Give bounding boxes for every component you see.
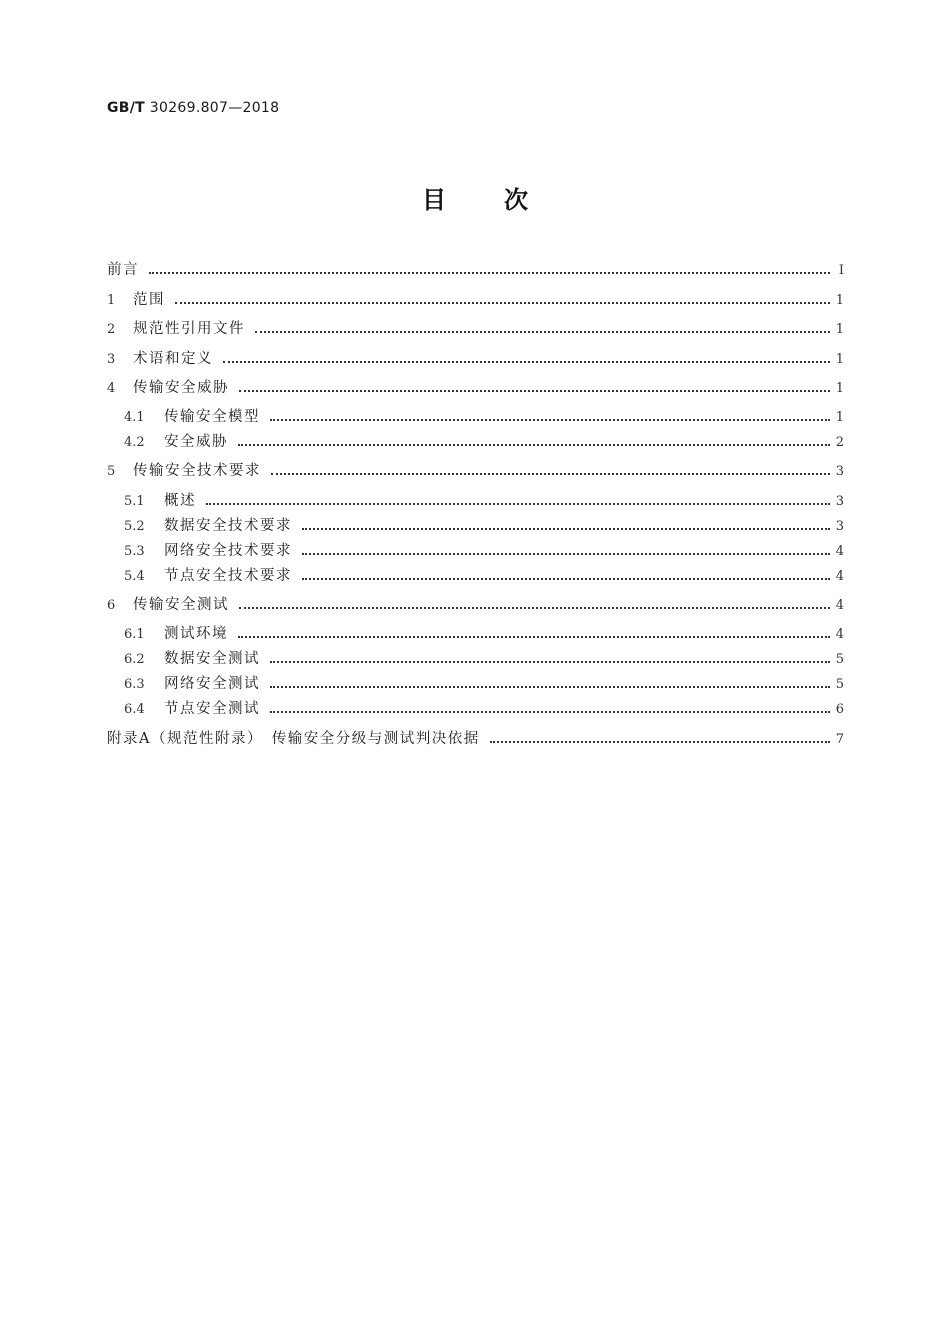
toc-entry-number: 5 bbox=[107, 464, 116, 479]
toc-entry-number: 5.2 bbox=[124, 519, 145, 534]
toc-leader-dots bbox=[238, 636, 830, 638]
toc-leader-dots bbox=[302, 553, 830, 555]
toc-entry-5[interactable] bbox=[107, 459, 844, 483]
toc-entry-5-2[interactable] bbox=[124, 514, 844, 538]
toc-leader-dots bbox=[270, 686, 830, 688]
toc-leader-dots bbox=[270, 419, 830, 421]
toc-entry-number: 5.3 bbox=[124, 544, 145, 559]
toc-entry-label: 规范性引用文件 bbox=[133, 321, 245, 337]
toc-entry-1[interactable] bbox=[107, 288, 844, 312]
toc-entry-label: 传输安全模型 bbox=[164, 409, 260, 425]
toc-leader-dots bbox=[302, 578, 830, 580]
toc-entry-label: 传输安全威胁 bbox=[133, 380, 229, 396]
toc-entry-label: 传输安全技术要求 bbox=[133, 463, 261, 479]
toc-entry-number: 6.1 bbox=[124, 627, 145, 642]
toc-page-number: 2 bbox=[835, 435, 844, 450]
toc-leader-dots bbox=[270, 661, 830, 663]
toc-leader-dots bbox=[239, 607, 830, 609]
standard-code-prefix: GB/T bbox=[107, 100, 146, 116]
toc-page-number: 6 bbox=[835, 702, 844, 717]
toc-entry-label: 附录A（规范性附录） 传输安全分级与测试判决依据 bbox=[107, 731, 480, 747]
toc-page-number: 1 bbox=[835, 293, 844, 308]
toc-entry-number: 5.1 bbox=[124, 494, 145, 509]
toc-entry-number: 2 bbox=[107, 322, 116, 337]
toc-leader-dots bbox=[255, 331, 830, 333]
toc-leader-dots bbox=[206, 503, 830, 505]
toc-entry-label: 数据安全技术要求 bbox=[164, 518, 292, 534]
toc-entry-number: 6.3 bbox=[124, 677, 145, 692]
toc-page-number: 1 bbox=[835, 352, 844, 367]
toc-leader-dots bbox=[239, 390, 830, 392]
toc-page-number: 3 bbox=[835, 464, 844, 479]
toc-page-number: 1 bbox=[835, 381, 844, 396]
toc-entry-label: 术语和定义 bbox=[133, 351, 213, 367]
standard-code-number: 30269.807—2018 bbox=[145, 100, 280, 116]
toc-entry-number: 6.4 bbox=[124, 702, 145, 717]
toc-entry-4-1[interactable] bbox=[124, 405, 844, 429]
toc-entry-label: 节点安全技术要求 bbox=[164, 568, 292, 584]
toc-entry-5-1[interactable] bbox=[124, 489, 844, 513]
toc-entry-foreword[interactable] bbox=[107, 258, 844, 282]
toc-entry-2[interactable] bbox=[107, 317, 844, 341]
toc-page-number: 5 bbox=[835, 677, 844, 692]
toc-entry-5-4[interactable] bbox=[124, 564, 844, 588]
toc-entry-label: 概述 bbox=[164, 493, 196, 509]
toc-page-number: 4 bbox=[835, 569, 844, 584]
toc-title-char-2: 次 bbox=[504, 186, 528, 214]
toc-entry-4-2[interactable] bbox=[124, 430, 844, 454]
toc-leader-dots bbox=[271, 473, 830, 475]
toc-entry-label: 节点安全测试 bbox=[164, 701, 260, 717]
toc-entry-6-2[interactable] bbox=[124, 647, 844, 671]
toc-entry-label: 网络安全技术要求 bbox=[164, 543, 292, 559]
toc-entry-number: 4.1 bbox=[124, 410, 145, 425]
toc-entry-number: 6.2 bbox=[124, 652, 145, 667]
toc-entry-number: 4.2 bbox=[124, 435, 145, 450]
toc-entry-label: 前言 bbox=[107, 262, 139, 278]
toc-page-number: 1 bbox=[835, 322, 844, 337]
toc-entry-5-3[interactable] bbox=[124, 539, 844, 563]
toc-leader-dots bbox=[149, 272, 830, 274]
toc-leader-dots bbox=[302, 528, 830, 530]
toc-page-number: 3 bbox=[835, 519, 844, 534]
toc-leader-dots bbox=[238, 444, 830, 446]
toc-page-number: 4 bbox=[835, 544, 844, 559]
toc-entry-number: 1 bbox=[107, 293, 116, 308]
toc-page-number: 4 bbox=[835, 627, 844, 642]
toc-page-number: 5 bbox=[835, 652, 844, 667]
toc-entry-6-3[interactable] bbox=[124, 672, 844, 696]
toc-page-number: 3 bbox=[835, 494, 844, 509]
toc-entry-number: 3 bbox=[107, 352, 116, 367]
toc-entry-label: 测试环境 bbox=[164, 626, 228, 642]
toc-leader-dots bbox=[175, 302, 830, 304]
toc-entry-number: 4 bbox=[107, 381, 116, 396]
toc-entry-label: 数据安全测试 bbox=[164, 651, 260, 667]
toc-leader-dots bbox=[490, 741, 830, 743]
toc-title bbox=[0, 180, 950, 215]
toc-leader-dots bbox=[223, 361, 830, 363]
toc-title-char-1: 目 bbox=[422, 186, 446, 214]
toc-entry-3[interactable] bbox=[107, 347, 844, 371]
toc-entry-label: 安全威胁 bbox=[164, 434, 228, 450]
toc-leader-dots bbox=[270, 711, 830, 713]
toc-entry-label: 传输安全测试 bbox=[133, 597, 229, 613]
toc-entry-number: 6 bbox=[107, 598, 116, 613]
toc-page-number: 4 bbox=[835, 598, 844, 613]
toc-page-number: 7 bbox=[835, 732, 844, 747]
toc-page-number: Ⅰ bbox=[838, 263, 844, 278]
toc-entry-label: 网络安全测试 bbox=[164, 676, 260, 692]
toc-entry-number: 5.4 bbox=[124, 569, 145, 584]
toc-entry-4[interactable] bbox=[107, 376, 844, 400]
toc-page-number: 1 bbox=[835, 410, 844, 425]
toc-entry-6-1[interactable] bbox=[124, 622, 844, 646]
toc-entry-6-4[interactable] bbox=[124, 697, 844, 721]
toc-entry-6[interactable] bbox=[107, 593, 844, 617]
standard-number bbox=[107, 100, 279, 116]
toc-entry-annex-a[interactable] bbox=[107, 727, 844, 751]
toc-entry-label: 范围 bbox=[133, 292, 165, 308]
